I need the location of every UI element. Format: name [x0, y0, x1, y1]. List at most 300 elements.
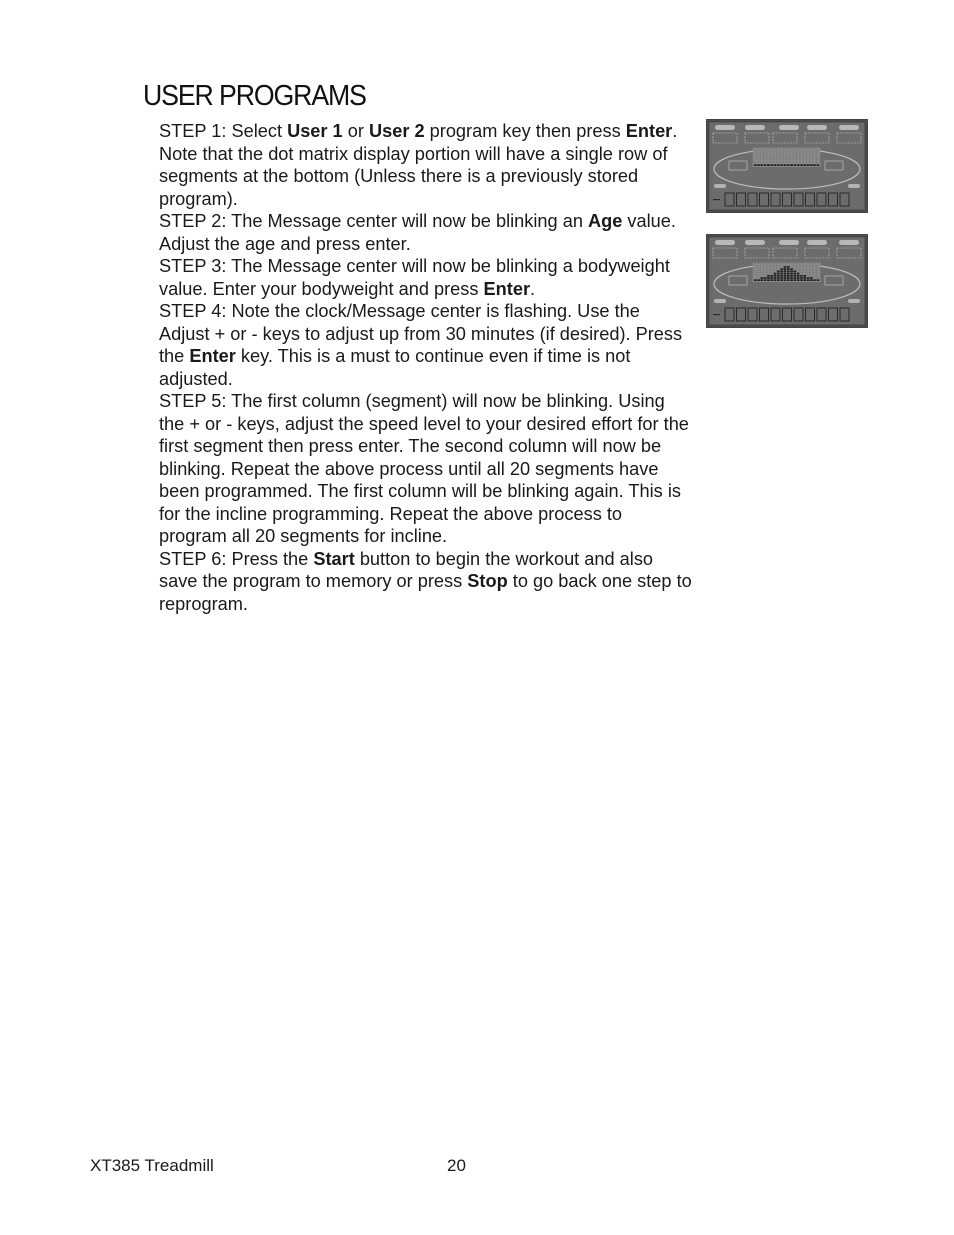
matrix-segment [764, 268, 767, 270]
console-display-image-1 [706, 119, 868, 213]
matrix-segment [767, 273, 770, 275]
matrix-segment [754, 277, 757, 279]
display-label-pill [745, 240, 765, 245]
matrix-segment-lit [757, 279, 760, 281]
lcd-display-graphic [707, 235, 867, 327]
matrix-segment [780, 264, 783, 266]
matrix-segment [813, 149, 816, 151]
matrix-segment-lit [790, 268, 793, 270]
matrix-segment [767, 156, 770, 158]
matrix-segment [787, 264, 790, 266]
matrix-segment-lit [780, 273, 783, 275]
matrix-segment [810, 268, 813, 270]
matrix-segment [800, 271, 803, 273]
matrix-segment [757, 156, 760, 158]
matrix-segment [784, 162, 787, 164]
matrix-segment [794, 264, 797, 266]
matrix-segment [754, 271, 757, 273]
matrix-segment [804, 160, 807, 162]
matrix-segment [807, 158, 810, 160]
matrix-segment [790, 160, 793, 162]
text-run: to go back one step to reprogram. [159, 571, 692, 614]
matrix-segment [800, 149, 803, 151]
display-label-pill [715, 125, 735, 130]
matrix-segment [797, 271, 800, 273]
display-label-pill [848, 299, 860, 303]
matrix-segment [774, 160, 777, 162]
matrix-segment [810, 275, 813, 277]
matrix-segment [813, 273, 816, 275]
matrix-segment [771, 149, 774, 151]
bold-keyword: Enter [189, 346, 236, 366]
matrix-segment-lit [774, 277, 777, 279]
display-label-pill [714, 299, 726, 303]
matrix-segment [761, 156, 764, 158]
matrix-segment [804, 162, 807, 164]
matrix-segment-lit [774, 279, 777, 281]
display-label-pill [745, 125, 765, 130]
matrix-segment-lit [774, 273, 777, 275]
matrix-segment [784, 151, 787, 153]
matrix-segment [797, 153, 800, 155]
matrix-segment-lit [777, 275, 780, 277]
matrix-segment [780, 153, 783, 155]
matrix-segment-lit [790, 164, 793, 166]
matrix-segment-lit [784, 271, 787, 273]
matrix-segment [807, 153, 810, 155]
matrix-segment [784, 158, 787, 160]
matrix-segment-lit [777, 164, 780, 166]
matrix-segment [764, 273, 767, 275]
matrix-segment [804, 153, 807, 155]
matrix-segment [807, 268, 810, 270]
matrix-segment [813, 162, 816, 164]
matrix-segment-lit [784, 275, 787, 277]
matrix-segment [817, 149, 820, 151]
matrix-segment-lit [807, 164, 810, 166]
matrix-segment-lit [787, 164, 790, 166]
matrix-segment [767, 151, 770, 153]
matrix-segment [804, 266, 807, 268]
matrix-segment-lit [780, 268, 783, 270]
matrix-segment [817, 151, 820, 153]
matrix-segment [754, 158, 757, 160]
matrix-segment [807, 273, 810, 275]
matrix-segment [804, 151, 807, 153]
matrix-segment [804, 156, 807, 158]
matrix-segment-lit [784, 164, 787, 166]
matrix-segment [810, 149, 813, 151]
matrix-segment-lit [810, 164, 813, 166]
matrix-segment-lit [767, 275, 770, 277]
matrix-segment [767, 268, 770, 270]
matrix-segment-lit [771, 275, 774, 277]
matrix-segment-lit [761, 279, 764, 281]
matrix-segment [784, 160, 787, 162]
matrix-segment [810, 264, 813, 266]
matrix-segment [790, 153, 793, 155]
matrix-segment-lit [767, 164, 770, 166]
step-1-paragraph [159, 120, 694, 210]
matrix-segment [784, 156, 787, 158]
matrix-segment [810, 273, 813, 275]
matrix-segment [787, 160, 790, 162]
matrix-segment [767, 264, 770, 266]
matrix-segment-lit [771, 164, 774, 166]
matrix-segment-lit [777, 277, 780, 279]
matrix-segment [771, 273, 774, 275]
step-6-paragraph [159, 548, 694, 616]
matrix-segment [774, 268, 777, 270]
matrix-segment [761, 264, 764, 266]
matrix-segment [804, 158, 807, 160]
matrix-segment [757, 271, 760, 273]
matrix-segment [804, 149, 807, 151]
matrix-segment [774, 156, 777, 158]
matrix-segment-lit [794, 271, 797, 273]
display-label-pill [779, 125, 799, 130]
matrix-segment [797, 162, 800, 164]
text-run: or [342, 121, 369, 141]
matrix-segment-lit [777, 273, 780, 275]
matrix-segment [771, 162, 774, 164]
matrix-segment-lit [810, 277, 813, 279]
matrix-segment [800, 266, 803, 268]
text-run: STEP 6: Press the [159, 548, 314, 569]
matrix-segment [754, 266, 757, 268]
matrix-segment [813, 160, 816, 162]
matrix-segment [800, 153, 803, 155]
matrix-segment [794, 268, 797, 270]
text-run: STEP 3: The Message center will now be blinking a bodyweight value. Enter your bodyweight and press [159, 256, 670, 299]
matrix-segment [797, 149, 800, 151]
matrix-segment-lit [764, 164, 767, 166]
text-run: key. This is a must to continue even if time is not adjusted. [159, 346, 631, 389]
matrix-segment [767, 162, 770, 164]
matrix-segment-lit [807, 279, 810, 281]
matrix-segment-lit [790, 273, 793, 275]
matrix-segment-lit [797, 277, 800, 279]
matrix-segment [771, 153, 774, 155]
display-label-pill [839, 125, 859, 130]
display-label-pill [807, 125, 827, 130]
matrix-segment [800, 156, 803, 158]
matrix-segment-lit [784, 273, 787, 275]
matrix-segment-lit [771, 277, 774, 279]
matrix-segment [784, 264, 787, 266]
matrix-segment [761, 160, 764, 162]
matrix-segment [790, 158, 793, 160]
matrix-segment [767, 149, 770, 151]
matrix-segment [794, 162, 797, 164]
matrix-segment [794, 160, 797, 162]
matrix-segment [771, 268, 774, 270]
matrix-segment-lit [794, 273, 797, 275]
matrix-segment [817, 271, 820, 273]
matrix-segment [761, 162, 764, 164]
matrix-segment [810, 160, 813, 162]
matrix-segment-lit [794, 279, 797, 281]
text-run: button to begin the workout and also save the program to memory or press [159, 548, 654, 591]
matrix-segment [817, 268, 820, 270]
matrix-segment [757, 151, 760, 153]
matrix-segment [800, 158, 803, 160]
matrix-segment [807, 149, 810, 151]
matrix-segment-lit [794, 275, 797, 277]
display-label-pill [848, 184, 860, 188]
bold-keyword: Enter [483, 278, 531, 299]
matrix-segment-lit [810, 279, 813, 281]
matrix-segment-lit [804, 279, 807, 281]
matrix-segment [784, 149, 787, 151]
matrix-segment [810, 158, 813, 160]
matrix-segment-lit [813, 279, 816, 281]
matrix-segment [817, 156, 820, 158]
matrix-segment [800, 160, 803, 162]
message-center-dash [713, 199, 720, 200]
matrix-segment-lit [787, 266, 790, 268]
matrix-segment [787, 158, 790, 160]
matrix-segment [764, 271, 767, 273]
console-display-image-2 [706, 234, 868, 328]
display-label-pill [807, 240, 827, 245]
matrix-segment-lit [797, 164, 800, 166]
bold-keyword: User 1 [287, 121, 343, 141]
display-label-pill [839, 240, 859, 245]
matrix-segment [787, 149, 790, 151]
text-run: . Note that the dot matrix display portion will have a single row of segments at the bottom (Unless there is a previously stored program). [159, 121, 678, 209]
matrix-segment-lit [800, 275, 803, 277]
page-title: USER PROGRAMS [143, 80, 366, 112]
matrix-segment [777, 156, 780, 158]
matrix-segment [754, 149, 757, 151]
matrix-segment [790, 162, 793, 164]
matrix-segment [757, 153, 760, 155]
matrix-segment [777, 149, 780, 151]
matrix-segment [754, 151, 757, 153]
matrix-segment [780, 160, 783, 162]
matrix-segment [777, 264, 780, 266]
matrix-segment [810, 266, 813, 268]
matrix-segment-lit [757, 164, 760, 166]
matrix-segment-lit [774, 164, 777, 166]
matrix-segment-lit [780, 275, 783, 277]
matrix-segment-lit [797, 275, 800, 277]
matrix-segment-lit [774, 275, 777, 277]
matrix-segment [817, 158, 820, 160]
matrix-segment [810, 151, 813, 153]
matrix-segment [761, 271, 764, 273]
matrix-segment [813, 151, 816, 153]
text-run: value. Adjust the age and press enter. [159, 211, 676, 254]
matrix-segment [777, 158, 780, 160]
matrix-segment [761, 151, 764, 153]
matrix-segment [754, 162, 757, 164]
matrix-segment [777, 266, 780, 268]
matrix-segment [817, 153, 820, 155]
matrix-segment-lit [804, 275, 807, 277]
step-2-paragraph [159, 210, 694, 255]
matrix-segment [754, 264, 757, 266]
matrix-segment [777, 162, 780, 164]
matrix-segment [787, 162, 790, 164]
message-center-dash [713, 314, 720, 315]
matrix-segment [764, 160, 767, 162]
matrix-segment [774, 158, 777, 160]
text-run: program key then press [424, 121, 626, 141]
matrix-segment-lit [767, 279, 770, 281]
matrix-segment [807, 156, 810, 158]
matrix-segment-lit [790, 275, 793, 277]
step-5-paragraph [159, 390, 694, 548]
matrix-segment [777, 153, 780, 155]
matrix-segment [804, 271, 807, 273]
matrix-segment [771, 156, 774, 158]
matrix-segment-lit [800, 277, 803, 279]
matrix-segment [797, 160, 800, 162]
text-run: STEP 2: The Message center will now be blinking an [159, 211, 588, 231]
matrix-segment [800, 162, 803, 164]
matrix-segment-lit [800, 279, 803, 281]
matrix-segment [800, 264, 803, 266]
matrix-segment [813, 153, 816, 155]
matrix-segment [757, 266, 760, 268]
matrix-segment-lit [777, 279, 780, 281]
matrix-segment [817, 264, 820, 266]
footer-product-name: XT385 Treadmill [90, 1156, 214, 1175]
matrix-segment [764, 162, 767, 164]
matrix-segment [767, 160, 770, 162]
matrix-segment [761, 153, 764, 155]
matrix-segment [754, 160, 757, 162]
matrix-segment [797, 151, 800, 153]
matrix-segment-lit [754, 279, 757, 281]
matrix-segment [757, 160, 760, 162]
matrix-segment-lit [813, 164, 816, 166]
matrix-segment [754, 268, 757, 270]
lcd-display-graphic [707, 120, 867, 212]
matrix-segment-lit [784, 268, 787, 270]
matrix-segment [813, 277, 816, 279]
matrix-segment-lit [764, 277, 767, 279]
matrix-segment [817, 160, 820, 162]
matrix-segment [800, 273, 803, 275]
matrix-segment [813, 271, 816, 273]
matrix-segment [797, 158, 800, 160]
matrix-segment [764, 158, 767, 160]
matrix-segment [774, 162, 777, 164]
matrix-segment [807, 160, 810, 162]
matrix-segment-lit [787, 279, 790, 281]
matrix-segment [807, 264, 810, 266]
matrix-segment [774, 153, 777, 155]
matrix-segment [771, 266, 774, 268]
matrix-segment-lit [787, 277, 790, 279]
matrix-segment [790, 149, 793, 151]
footer-page-number: 20 [447, 1156, 466, 1175]
matrix-segment [813, 268, 816, 270]
matrix-segment [797, 268, 800, 270]
bold-keyword: Stop [467, 571, 508, 591]
matrix-segment [757, 275, 760, 277]
matrix-segment [764, 156, 767, 158]
step-3-paragraph [159, 255, 694, 300]
matrix-segment [804, 273, 807, 275]
text-run: . [530, 278, 536, 299]
matrix-segment-lit [817, 279, 820, 281]
matrix-segment [790, 264, 793, 266]
matrix-segment [767, 158, 770, 160]
matrix-segment-lit [787, 268, 790, 270]
matrix-segment [764, 275, 767, 277]
matrix-segment [804, 264, 807, 266]
matrix-segment-lit [790, 277, 793, 279]
matrix-segment [754, 153, 757, 155]
matrix-segment-lit [797, 273, 800, 275]
matrix-segment-lit [784, 277, 787, 279]
matrix-segment [761, 275, 764, 277]
matrix-segment [777, 160, 780, 162]
matrix-segment [780, 151, 783, 153]
matrix-segment-lit [784, 266, 787, 268]
matrix-segment [767, 266, 770, 268]
matrix-segment [807, 266, 810, 268]
display-label-pill [779, 240, 799, 245]
matrix-segment-lit [794, 164, 797, 166]
dot-matrix [753, 148, 820, 167]
matrix-segment-lit [764, 279, 767, 281]
display-label-pill [714, 184, 726, 188]
matrix-segment-lit [767, 277, 770, 279]
matrix-segment [780, 156, 783, 158]
matrix-segment [787, 156, 790, 158]
matrix-segment [807, 162, 810, 164]
text-run: STEP 1: Select [159, 121, 288, 141]
display-label-pill [715, 240, 735, 245]
matrix-segment [754, 156, 757, 158]
matrix-segment [794, 266, 797, 268]
matrix-segment-lit [771, 279, 774, 281]
matrix-segment [813, 156, 816, 158]
matrix-segment [774, 271, 777, 273]
bold-keyword: User 2 [368, 121, 425, 141]
matrix-segment [774, 266, 777, 268]
matrix-segment [780, 149, 783, 151]
bold-keyword: Enter [625, 121, 673, 141]
matrix-segment [777, 151, 780, 153]
matrix-segment [761, 149, 764, 151]
matrix-segment [761, 266, 764, 268]
matrix-segment [754, 275, 757, 277]
matrix-segment [771, 264, 774, 266]
matrix-segment [767, 153, 770, 155]
matrix-segment-lit [804, 164, 807, 166]
matrix-segment-lit [817, 164, 820, 166]
matrix-segment [761, 158, 764, 160]
matrix-segment [807, 275, 810, 277]
matrix-segment [790, 151, 793, 153]
matrix-segment-lit [780, 277, 783, 279]
matrix-segment [771, 158, 774, 160]
matrix-segment [807, 271, 810, 273]
matrix-segment [777, 268, 780, 270]
bold-keyword: Start [313, 548, 355, 569]
bold-keyword: Age [588, 211, 623, 231]
matrix-segment [817, 277, 820, 279]
matrix-segment [757, 162, 760, 164]
matrix-segment-lit [790, 271, 793, 273]
matrix-segment-lit [780, 279, 783, 281]
